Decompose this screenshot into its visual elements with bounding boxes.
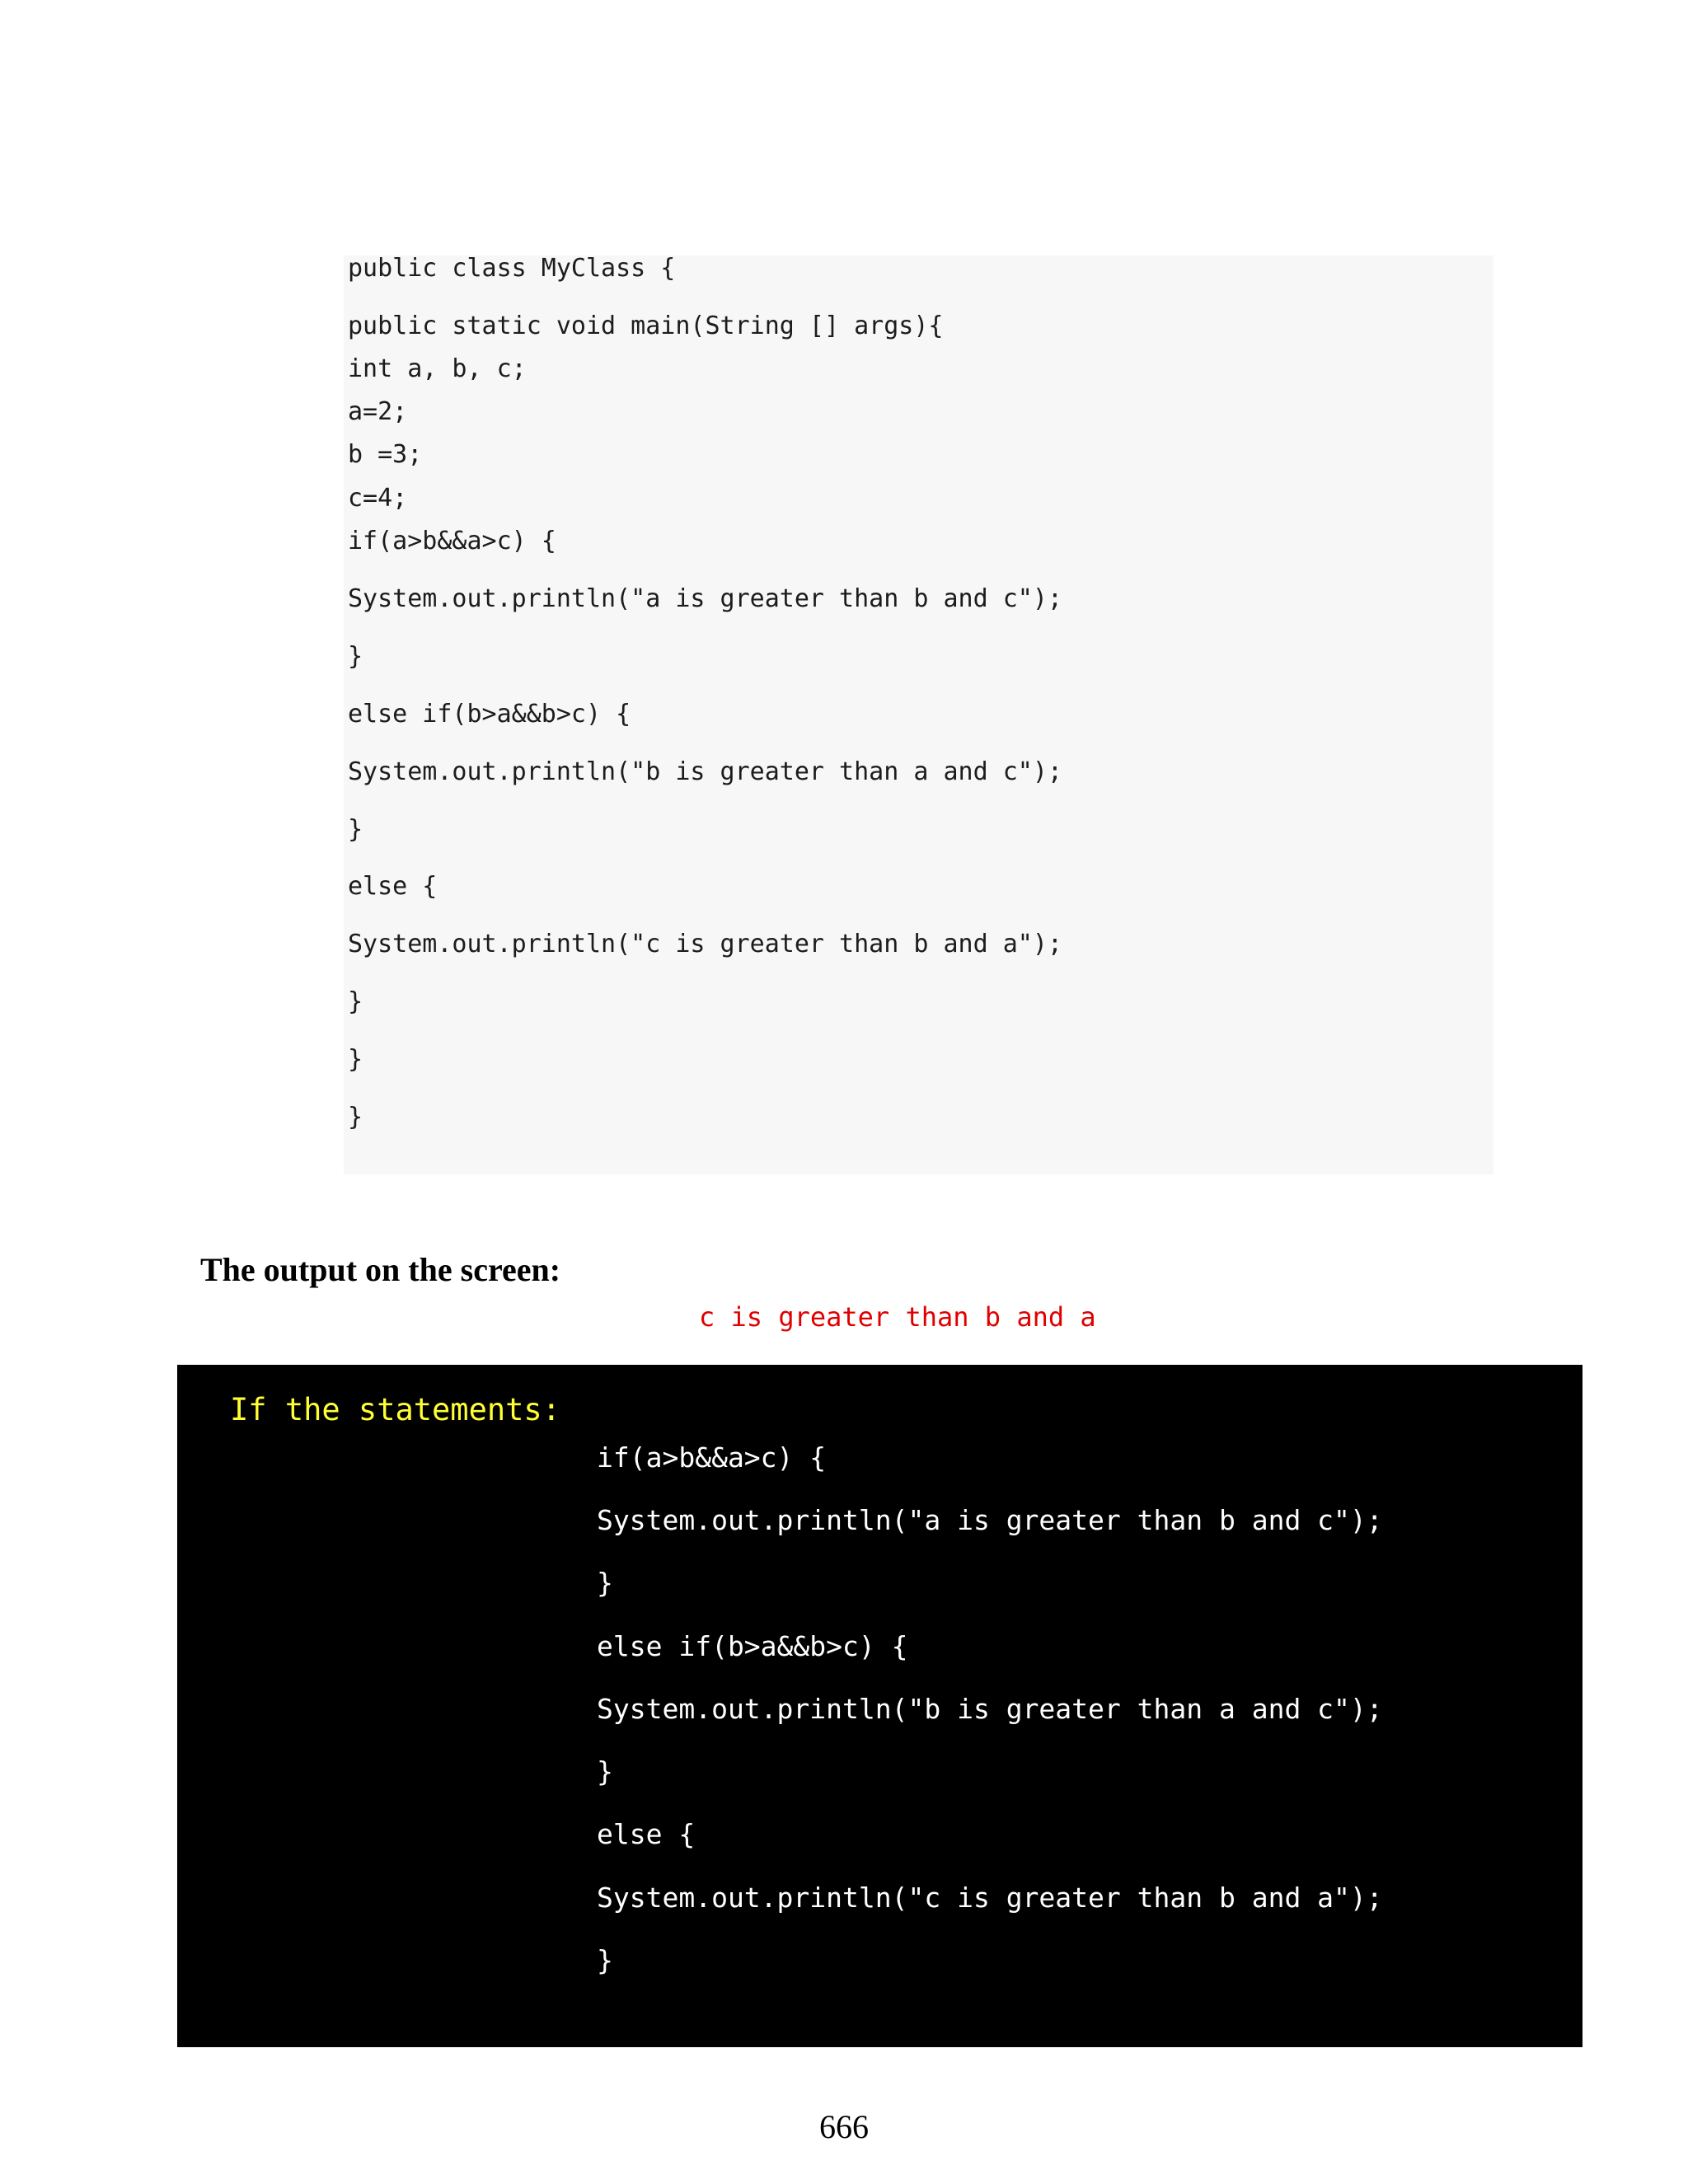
code-line: } [348,1045,363,1074]
code-line: System.out.println("b is greater than a and c"); [348,757,1062,786]
code-line: public static void main(String [] args){ [348,312,944,340]
code-line: else if(b>a&&b>c) { [348,700,631,729]
code-line: if(a>b&&a>c) { [348,527,556,555]
code-line: } [348,815,363,844]
panel-code-line: } [597,1755,613,1788]
code-line: a=2; [348,397,408,426]
panel-code-line: System.out.println("a is greater than b and c"); [597,1504,1383,1536]
code-line: c=4; [348,484,408,513]
panel-code-line: else if(b>a&&b>c) { [597,1630,908,1662]
code-line: } [348,642,363,671]
panel-code-line: } [597,1944,613,1976]
code-line: } [348,987,363,1016]
output-text: c is greater than b and a [699,1301,1096,1333]
code-line: b =3; [348,440,423,469]
code-line: int a, b, c; [348,354,527,383]
code-line: } [348,1103,363,1132]
panel-code-line: System.out.println("b is greater than a and c"); [597,1693,1383,1725]
panel-title: If the statements: [230,1392,560,1427]
page-number: 666 [819,2108,869,2145]
panel-code-line: } [597,1567,613,1599]
code-line: public class MyClass { [348,254,676,283]
code-line: System.out.println("a is greater than b and c"); [348,584,1062,613]
code-line: System.out.println("c is greater than b and a"); [348,930,1062,958]
code-line: else { [348,872,438,901]
panel-code-line: else { [597,1818,696,1850]
panel-code-line: System.out.println("c is greater than b and a"); [597,1882,1383,1914]
panel-code-line: if(a>b&&a>c) { [597,1441,827,1474]
output-heading: The output on the screen: [200,1251,561,1288]
